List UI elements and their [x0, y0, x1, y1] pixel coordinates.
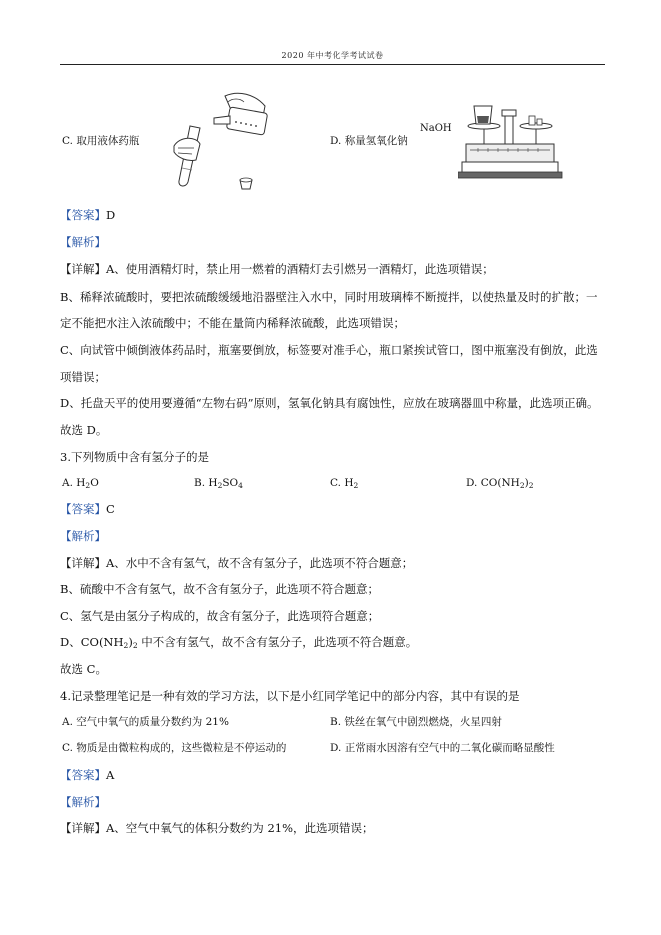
q3-conclusion: 故选 C。 [60, 662, 107, 676]
formula-part: D、CO(NH [60, 635, 124, 649]
q3-detail-b: B、硫酸中不含有氢气，故不含有氢分子，此选项不符合题意； [60, 582, 379, 596]
q3-option-c [330, 476, 358, 493]
q3-option-a [62, 476, 99, 493]
q3-detail-c: C、氢气是由氢分子构成的，故含有氢分子，此选项符合题意； [60, 609, 380, 623]
q4-question: 4.记录整理笔记是一种有效的学习方法，以下是小红同学笔记中的部分内容，其中有误的是 [60, 689, 520, 703]
formula-subscript: 2 [123, 641, 129, 650]
detail-text: A、空气中氧气的体积分数约为 21%，此选项错误； [106, 821, 374, 835]
detail-text: A、使用酒精灯时，禁止用一燃着的酒精灯去引燃另一酒精灯，此选项错误； [106, 262, 494, 276]
formula-part: A. H [62, 477, 86, 489]
detail-tag: 【详解】 [60, 821, 106, 835]
q3-analysis-tag: 【解析】 [60, 529, 106, 543]
formula-subscript: 2 [217, 481, 223, 490]
answer-tag: 【答案】 [60, 768, 106, 782]
formula-subscript: 2 [353, 481, 359, 490]
pour-liquid-illustration [170, 88, 280, 193]
formula-part: ) [524, 477, 529, 489]
q3-detail-d [60, 635, 417, 653]
q2-detail-d: D、托盘天平的使用要遵循“左物右码”原则，氢氧化钠具有腐蚀性，应放在玻璃器皿中称量，此选项正确。 [60, 396, 599, 410]
formula-part: C. H [330, 477, 354, 489]
formula-subscript: 2 [528, 481, 534, 490]
q3-option-d [466, 476, 533, 493]
formula-subscript: 2 [85, 481, 91, 490]
formula-part: O [90, 477, 99, 489]
formula-subscript: 2 [519, 481, 525, 490]
q3-question: 3.下列物质中含有氢分子的是 [60, 450, 209, 464]
detail-tag: 【详解】 [60, 556, 106, 570]
q4-option-c: C. 物质是由微粒构成的，这些微粒是不停运动的 [62, 742, 287, 754]
q4-option-a: A. 空气中氧气的质量分数约为 21% [62, 716, 229, 728]
naoh-label: NaOH [420, 123, 452, 134]
formula-part: D. CO(NH [466, 477, 520, 489]
header-rule [60, 64, 605, 65]
formula-subscript: 2 [132, 641, 138, 650]
q2-detail-c1: C、向试管中倾倒液体药品时，瓶塞要倒放，标签要对准手心，瓶口紧挨试管口，图中瓶塞没有倒放，此选 [60, 343, 598, 357]
q2-detail-b1: B、稀释浓硫酸时，要把浓硫酸缓缓地沿器壁注入水中，同时用玻璃棒不断搅拌，以使热量及时的扩散；一 [60, 290, 598, 304]
q2-detail-a [60, 262, 494, 276]
q4-option-b: B. 铁丝在氧气中剧烈燃烧，火星四射 [330, 716, 502, 728]
q2-detail-b2: 定不能把水注入浓硫酸中；不能在量筒内稀释浓硫酸，此选项错误； [60, 316, 405, 330]
formula-subscript: 4 [238, 481, 243, 490]
q3-option-b [194, 476, 243, 493]
q4-option-d: D. 正常雨水因溶有空气中的二氧化碳而略显酸性 [330, 742, 555, 754]
q2-answer [60, 208, 115, 222]
page-header: 2020 年中考化学考试试卷 [281, 51, 384, 60]
formula-part: ) [128, 635, 133, 649]
formula-part: SO [222, 477, 239, 489]
detail-text: 中不含有氢气，故不含有氢分子，此选项不符合题意。 [137, 635, 418, 649]
q4-analysis-tag: 【解析】 [60, 795, 106, 809]
q4-detail-a [60, 821, 374, 835]
answer-tag: 【答案】 [60, 502, 106, 516]
detail-text: A、水中不含有氢气，故不含有氢分子，此选项不符合题意； [106, 556, 414, 570]
answer-value: A [106, 768, 115, 782]
q2-detail-c2: 项错误； [60, 370, 106, 384]
balance-illustration [458, 100, 563, 180]
q4-answer [60, 768, 114, 782]
answer-tag: 【答案】 [60, 208, 106, 222]
formula-part: B. H [194, 477, 218, 489]
q3-answer [60, 502, 115, 516]
q2-conclusion: 故选 D。 [60, 423, 108, 437]
q3-detail-a [60, 556, 413, 570]
answer-value: C [106, 502, 115, 516]
q2-option-c: C. 取用液体药瓶 [62, 135, 140, 147]
q2-analysis-tag: 【解析】 [60, 235, 106, 249]
answer-value: D [106, 208, 116, 222]
q2-option-d: D. 称量氢氧化钠 [330, 135, 408, 147]
detail-tag: 【详解】 [60, 262, 106, 276]
